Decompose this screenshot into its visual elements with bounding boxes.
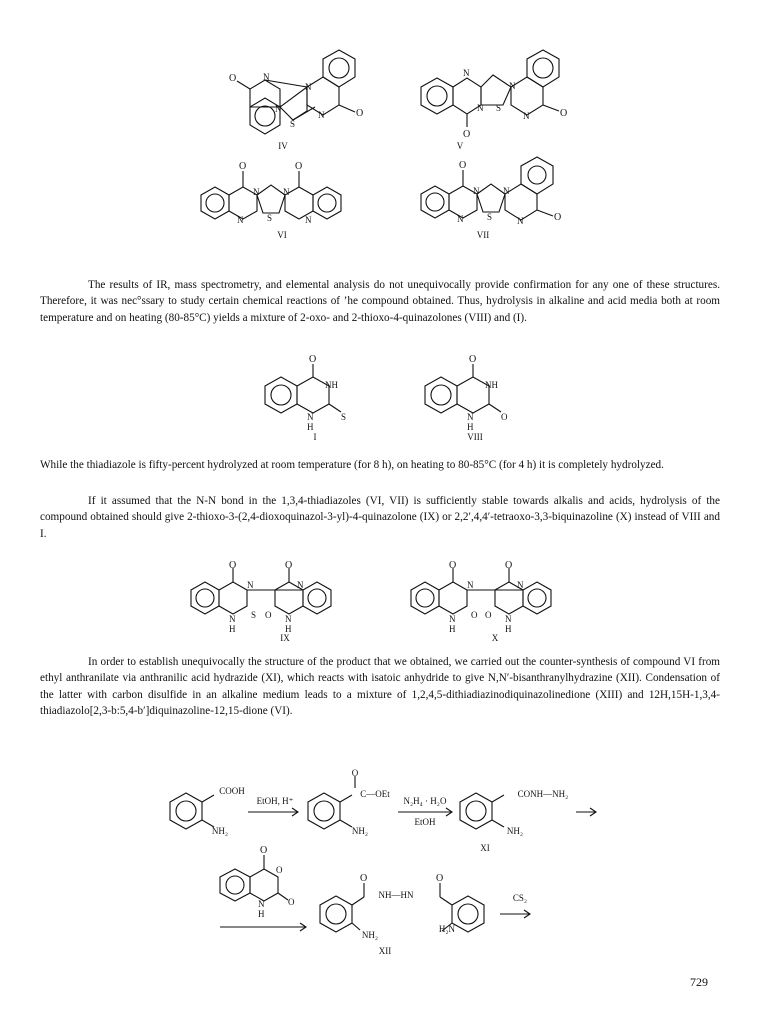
structure-i	[255, 352, 375, 432]
svg-text:O: O	[265, 610, 272, 620]
label-v: V	[456, 141, 464, 151]
svg-text:N: N	[457, 214, 464, 224]
svg-text:N: N	[305, 82, 312, 92]
svg-text:S: S	[251, 610, 257, 620]
svg-text:O: O	[459, 160, 467, 171]
svg-text:O: O	[356, 108, 364, 119]
label-x: X	[491, 633, 499, 643]
svg-text:S: S	[496, 103, 502, 113]
svg-text:N: N	[285, 614, 292, 624]
structure-iv	[215, 45, 375, 155]
svg-text:N: N	[283, 187, 290, 197]
reagent-etoh: EtOH	[414, 817, 436, 827]
svg-text:O: O	[260, 845, 268, 856]
scheme-cooh: COOH	[219, 786, 245, 796]
scheme-o-ester: O	[351, 768, 359, 778]
svg-text:N: N	[467, 580, 474, 590]
scheme-nh2-1: NH₂	[211, 826, 229, 836]
label-ix: IX	[280, 633, 290, 643]
svg-text:N: N	[318, 110, 325, 120]
scheme-nh2-2: NH₂	[351, 826, 369, 836]
scheme-row-1	[160, 770, 600, 850]
structure-viii	[415, 352, 535, 432]
svg-text:N: N	[503, 186, 510, 196]
svg-text:N: N	[505, 614, 512, 624]
scheme-h2n: H₂N	[438, 924, 456, 934]
svg-text:N: N	[237, 215, 244, 225]
label-iv: IV	[278, 141, 288, 151]
svg-text:N: N	[473, 186, 480, 196]
structure-v	[415, 45, 585, 145]
svg-text:O: O	[229, 560, 237, 571]
reagent-cs2: CS₂	[512, 893, 528, 903]
svg-text:S: S	[341, 412, 347, 422]
reagent-etoh-h: EtOH, H⁺	[256, 796, 294, 806]
svg-text:H: H	[285, 624, 292, 634]
svg-text:H: H	[229, 624, 236, 634]
svg-text:S: S	[487, 212, 493, 222]
svg-text:O: O	[469, 354, 477, 365]
structure-x	[405, 560, 595, 635]
svg-text:O: O	[285, 560, 293, 571]
svg-text:O: O	[276, 865, 283, 875]
svg-text:NH: NH	[485, 380, 498, 390]
svg-text:S: S	[290, 119, 296, 129]
svg-text:N: N	[253, 187, 260, 197]
svg-text:N: N	[275, 104, 282, 114]
svg-text:O: O	[229, 73, 237, 84]
scheme-nh2-3: NH₂	[506, 826, 524, 836]
paragraph-1: The results of IR, mass spectrometry, and elemental analysis do not unequivocally provide confirmation for any one of these structures. Therefore, it was nec°ssary to study certain chemical reactions of ’he compound obtained. Thus, hydrolysis in alkaline and acid media both at room temperature and on heating (80-85°C) yields a mixture of 2-oxo- and 2-thioxo-4-quinazolones (VIII) and (I).	[40, 279, 720, 324]
svg-text:O: O	[463, 129, 471, 140]
svg-text:N: N	[517, 580, 524, 590]
svg-text:O: O	[501, 412, 508, 422]
svg-text:H: H	[307, 422, 314, 432]
svg-text:N: N	[517, 216, 524, 226]
svg-text:O: O	[449, 560, 457, 571]
svg-text:N: N	[477, 103, 484, 113]
label-viii: VIII	[467, 432, 483, 442]
svg-text:N: N	[263, 72, 270, 82]
svg-text:O: O	[239, 161, 247, 172]
label-vii: VII	[476, 230, 490, 240]
svg-text:N: N	[305, 215, 312, 225]
scheme-ester: C—OEt	[360, 789, 390, 799]
svg-text:H: H	[258, 909, 265, 919]
svg-text:NH: NH	[325, 380, 338, 390]
svg-text:H: H	[505, 624, 512, 634]
svg-text:N: N	[463, 68, 470, 78]
svg-text:O: O	[360, 873, 368, 884]
svg-text:O: O	[471, 610, 478, 620]
scheme-nh2-4: NH₂	[361, 930, 379, 940]
svg-text:O: O	[309, 354, 317, 365]
label-xii: XII	[378, 946, 392, 956]
label-i: I	[313, 432, 317, 442]
svg-text:O: O	[436, 873, 444, 884]
scheme-link: NH—HN	[378, 890, 414, 900]
svg-text:H: H	[467, 422, 474, 432]
svg-text:N: N	[297, 580, 304, 590]
svg-text:O: O	[485, 610, 492, 620]
page-number: 729	[690, 975, 708, 989]
svg-text:H: H	[449, 624, 456, 634]
svg-text:O: O	[288, 897, 295, 907]
label-vi: VI	[277, 230, 287, 240]
svg-text:S: S	[267, 213, 273, 223]
paragraph-4: In order to establish unequivocally the structure of the product that we obtained, we carried out the counter-synthesis of compound VI from ethyl anthranilate via anthranilic acid hydrazide (XI), which reacts with isatoic anhydride to give N,N′-bisanthranylhydrazine (XII). Condensation of the latter with carbon disulfide in an alkaline medium leads to a mixture of 1,2,4,5-dithiadiazinodiquinazolinedione (XIII) and 12H,15H-1,3,4-thiadiazolo[2,3-b:5,4-b′]diquinazoline-12,15-dione (VI).	[40, 656, 720, 718]
svg-text:O: O	[295, 161, 303, 172]
svg-text:O: O	[560, 108, 568, 119]
label-xi: XI	[480, 843, 490, 853]
svg-text:O: O	[505, 560, 513, 571]
structure-vi	[195, 155, 370, 230]
svg-text:N: N	[247, 580, 254, 590]
svg-text:N: N	[523, 111, 530, 121]
svg-text:O: O	[554, 212, 562, 223]
svg-text:N: N	[258, 899, 265, 909]
svg-text:N: N	[229, 614, 236, 624]
svg-text:N: N	[307, 412, 314, 422]
scheme-hydrazide: CONH—NH₂	[517, 789, 569, 799]
svg-text:N: N	[449, 614, 456, 624]
svg-text:N: N	[509, 81, 516, 91]
reagent-hydrazine: N₂H₄ · H₂O	[403, 796, 447, 806]
paragraph-2: While the thiadiazole is fifty-percent hydrolyzed at room temperature (for 8 h), on heating to 80-85°C (for 4 h) it is completely hydrolyzed.	[40, 459, 664, 471]
paragraph-3: If it assumed that the N-N bond in the 1,3,4-thiadiazoles (VI, VII) is sufficiently stable towards alkalis and acids, hydrolysis of the compound obtained should give 2-thioxo-3-(2,4-dioxoquinazol-3-yl)-4-quinazolone (IX) or 2,2′,4,4′-tetraoxo-3,3-biquinazoline (X) instead of VIII and I.	[40, 495, 720, 540]
structure-vii	[415, 150, 585, 230]
structure-ix	[185, 560, 375, 635]
svg-text:N: N	[467, 412, 474, 422]
